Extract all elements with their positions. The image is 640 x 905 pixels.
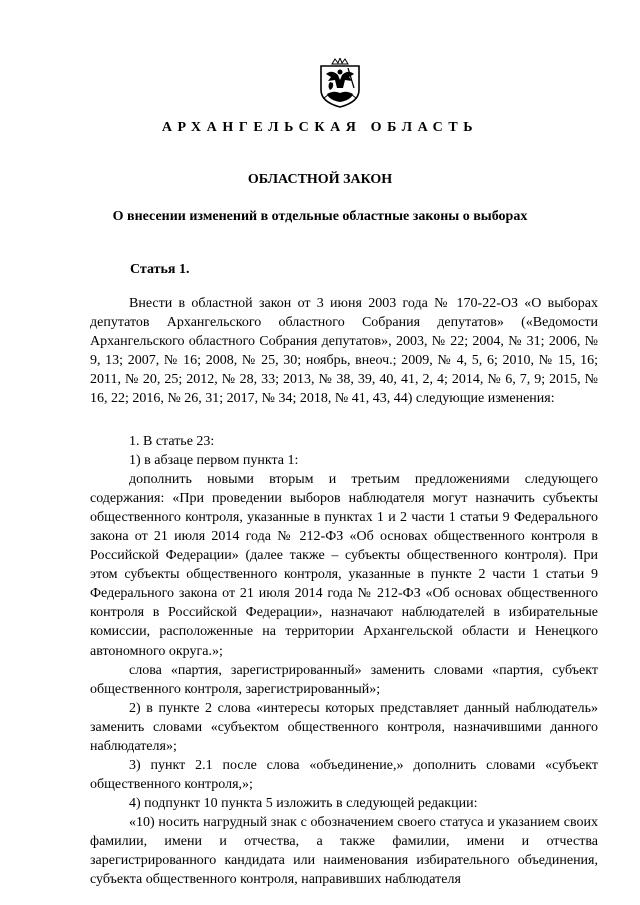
article-intro-block — [90, 294, 598, 408]
coat-of-arms-icon — [318, 58, 362, 108]
region-title: АРХАНГЕЛЬСКАЯ ОБЛАСТЬ — [161, 120, 479, 135]
article-intro-paragraph: Внести в областной закон от 3 июня 2003 года № 170-22-ОЗ «О выборах депутатов Архангельского областного Собрания депутатов» («Ведомости Архангельского областного Собрания депутатов», 2003, № 22; 2004, № 31; 2006, № 9, 13; 2007, № 16; 2008, № 25, 30; ноябрь, внеоч.; 2009, № 4, 5, 6; 2010, № 15, 16; 2011, № 20, 25; 2012, № 28, 33; 2013, № 38, 39, 40, 41, 2, 4; 2014, № 6, 7, 9; 2015, № 16, 22; 2016, № 26, 31; 2017, № 34; 2018, № 41, 43, 44) следующие изменения: — [90, 296, 598, 407]
article-heading: Статья 1. — [130, 262, 190, 277]
amendment-paragraph: 3) пункт 2.1 после слова «объединение,» дополнить словами «субъект общественного контроля,»; — [90, 757, 598, 792]
amendment-paragraph: дополнить новыми вторым и третьим предложениями следующего содержания: «При проведении выборов наблюдателя могут назначить субъекты общественного контроля, указанные в пунктах 1 и 2 части 1 статьи 9 Федерального закона от 21 июля 2014 года № 212-ФЗ «Об основах общественного контроля в Российской Федерации» (далее также – субъекты общественного контроля). При этом субъекты общественного контроля, указанные в пункте 2 части 1 статьи 9 Федерального закона от 21 июля 2014 года № 212-ФЗ «Об основах общественного контроля в Российской Федерации», назначают наблюдателей в избирательные комиссии, расположенные на территории Архангельской области и Ненецкого автономного округа.»; — [90, 472, 598, 659]
amendment-paragraph: слова «партия, зарегистрированный» заменить словами «партия, субъект общественного контроля, зарегистрированный»; — [90, 662, 598, 697]
amendment-paragraph: 2) в пункте 2 слова «интересы которых представляет данный наблюдатель» заменить словами «субъектом общественного контроля, назначившими данного наблюдателя»; — [90, 700, 598, 754]
law-subtitle: О внесении изменений в отдельные областные законы о выборах — [112, 209, 528, 224]
law-title: ОБЛАСТНОЙ ЗАКОН — [247, 172, 393, 187]
amendment-paragraph: 4) подпункт 10 пункта 5 изложить в следующей редакции: — [129, 795, 478, 811]
article-amendments-block — [90, 432, 598, 889]
amendment-paragraph: 1. В статье 23: — [129, 434, 215, 449]
amendment-paragraph: «10) носить нагрудный знак с обозначением своего статуса и указанием своих фамилии, имени и отчества, а также фамилии, имени и отчества зарегистрированного кандидата или наименования избирательного объединения, субъекта общественного контроля, направивших наблюдателя — [90, 814, 598, 888]
amendment-paragraph: 1) в абзаце первом пункта 1: — [129, 453, 299, 469]
